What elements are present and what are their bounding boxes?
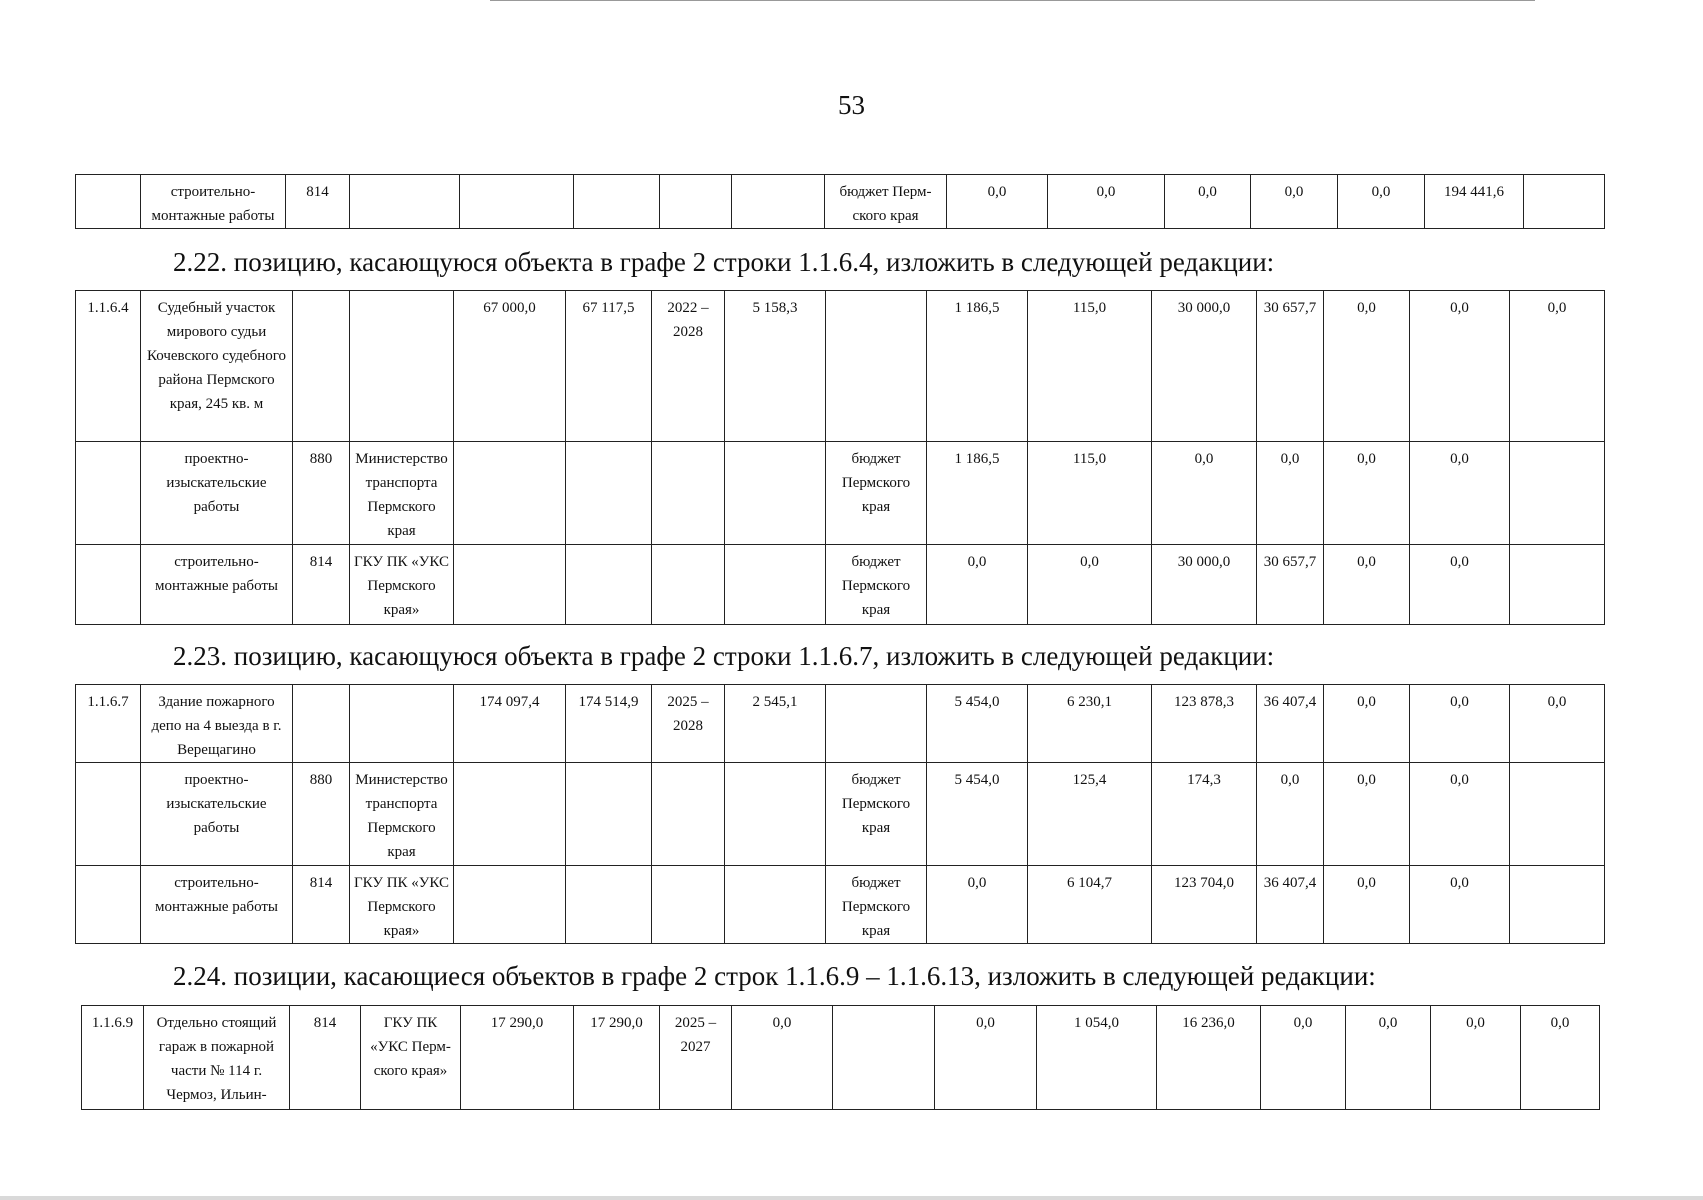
- table-cell: [454, 763, 566, 866]
- table-cell: [826, 291, 927, 442]
- table-cell: бюджет Пермского края: [826, 442, 927, 545]
- table-cell: бюджет Пермского края: [826, 545, 927, 625]
- table-cell: 0,0: [1324, 291, 1410, 442]
- table-cell: 17 290,0: [461, 1006, 574, 1110]
- table-cell: 2025 – 2027: [660, 1006, 732, 1110]
- table-cell: [454, 442, 566, 545]
- table-cell: 0,0: [1028, 545, 1152, 625]
- table-cell: [574, 175, 660, 229]
- table-cell: 0,0: [1324, 866, 1410, 944]
- table-cell: 880: [293, 442, 350, 545]
- table-cell: 0,0: [1338, 175, 1425, 229]
- table-cell: 67 117,5: [566, 291, 652, 442]
- table-cell: 0,0: [1410, 763, 1510, 866]
- table-cell: 36 407,4: [1257, 866, 1324, 944]
- table-cell: 814: [286, 175, 350, 229]
- table-cell: 0,0: [1410, 291, 1510, 442]
- table-cell: [454, 545, 566, 625]
- table-row: [82, 1006, 1600, 1110]
- table-cell: [76, 866, 141, 944]
- table-cell: 1.1.6.9: [82, 1006, 144, 1110]
- table-cell: [293, 685, 350, 763]
- table-cell: [652, 545, 725, 625]
- table-cell: [725, 545, 826, 625]
- table-cell: 0,0: [1410, 545, 1510, 625]
- heading-2-22: 2.22. позицию, касающуюся объекта в графе 2 строки 1.1.6.4, изложить в следующей редакции:: [173, 247, 1275, 277]
- table-cell: 2022 – 2028: [652, 291, 725, 442]
- table-cell: 6 230,1: [1028, 685, 1152, 763]
- table-1-1-6-9: [81, 1005, 1600, 1110]
- table-cell: 2 545,1: [725, 685, 826, 763]
- table-cell: 30 000,0: [1152, 291, 1257, 442]
- table-cell: строительно-монтажные работы: [141, 175, 286, 229]
- page-number: 53: [838, 90, 865, 120]
- table-cell: 125,4: [1028, 763, 1152, 866]
- table-cell: строительно-монтажные работы: [141, 866, 293, 944]
- table-cell: 1 186,5: [927, 291, 1028, 442]
- heading-2-24: 2.24. позиции, касающиеся объектов в графе 2 строк 1.1.6.9 – 1.1.6.13, изложить в следующей редакции:: [173, 961, 1376, 991]
- table-cell: 0,0: [1152, 442, 1257, 545]
- table-cell: Судебный участок мирового судьи Кочевского судебного района Пермского края, 245 кв. м: [141, 291, 293, 442]
- table-cell: 123 704,0: [1152, 866, 1257, 944]
- table-cell: проектно-изыскательские работы: [141, 442, 293, 545]
- table-cell: [566, 866, 652, 944]
- table-cell: [725, 866, 826, 944]
- table-cell: 174 097,4: [454, 685, 566, 763]
- table-row: [76, 763, 1605, 866]
- table-cell: [293, 291, 350, 442]
- table-cell: 0,0: [1521, 1006, 1600, 1110]
- table-cell: [76, 175, 141, 229]
- table-cell: Министерство транспорта Пермского края: [350, 763, 454, 866]
- table-cell: 1 186,5: [927, 442, 1028, 545]
- table-cell: 0,0: [1324, 685, 1410, 763]
- scan-edge-bottom: [0, 1196, 1703, 1200]
- table-cell: 0,0: [1257, 763, 1324, 866]
- table-cell: [732, 175, 825, 229]
- table-cell: [76, 442, 141, 545]
- table-cell: 0,0: [1431, 1006, 1521, 1110]
- table-cell: ГКУ ПК «УКС Пермского края»: [350, 545, 454, 625]
- table-cell: 16 236,0: [1157, 1006, 1261, 1110]
- table-cell: Отдельно стоящий гараж в пожарной части № 114 г. Чермоз, Ильин-: [144, 1006, 290, 1110]
- table-cell: бюджет Пермского края: [826, 866, 927, 944]
- table-cell: 0,0: [1410, 866, 1510, 944]
- scan-edge-top: [490, 0, 1535, 1]
- table-cell: 814: [293, 866, 350, 944]
- table-cell: 2025 – 2028: [652, 685, 725, 763]
- table-cell: [660, 175, 732, 229]
- table-cell: бюджет Пермского края: [826, 763, 927, 866]
- table-cell: 174,3: [1152, 763, 1257, 866]
- table-cell: [652, 442, 725, 545]
- table-cell: 0,0: [927, 866, 1028, 944]
- table-cell: 115,0: [1028, 291, 1152, 442]
- table-row: [76, 866, 1605, 944]
- table-cell: 0,0: [1324, 442, 1410, 545]
- table-cell: бюджет Перм-ского края: [825, 175, 947, 229]
- table-row: [76, 175, 1605, 229]
- table-cell: [725, 442, 826, 545]
- table-cell: Министерство транспорта Пермского края: [350, 442, 454, 545]
- table-cell: [350, 685, 454, 763]
- table-cell: [76, 545, 141, 625]
- table-cell: 0,0: [1251, 175, 1338, 229]
- table-cell: [76, 763, 141, 866]
- table-cell: 0,0: [1410, 442, 1510, 545]
- table-cell: [1510, 442, 1605, 545]
- table-cell: 0,0: [1324, 545, 1410, 625]
- table-cell: [725, 763, 826, 866]
- table-cell: 0,0: [1261, 1006, 1346, 1110]
- table-cell: 123 878,3: [1152, 685, 1257, 763]
- table-cell: [460, 175, 574, 229]
- table-1-1-6-4: [75, 290, 1605, 625]
- table-cell: Здание пожарного депо на 4 выезда в г. Верещагино: [141, 685, 293, 763]
- table-cell: 67 000,0: [454, 291, 566, 442]
- table-cell: [566, 763, 652, 866]
- table-cell: [566, 545, 652, 625]
- table-cell: 5 158,3: [725, 291, 826, 442]
- table-cell: [454, 866, 566, 944]
- table-cell: 1.1.6.7: [76, 685, 141, 763]
- table-cell: 0,0: [1048, 175, 1165, 229]
- table-cell: 30 657,7: [1257, 291, 1324, 442]
- table-cell: 0,0: [732, 1006, 833, 1110]
- table-cell: [350, 175, 460, 229]
- table-cell: ГКУ ПК «УКС Пермского края»: [350, 866, 454, 944]
- table-cell: 0,0: [1324, 763, 1410, 866]
- table-row: [76, 545, 1605, 625]
- table-cell: 0,0: [1346, 1006, 1431, 1110]
- table-cell: 0,0: [935, 1006, 1037, 1110]
- table-cell: 5 454,0: [927, 763, 1028, 866]
- table-cell: 0,0: [927, 545, 1028, 625]
- table-continuation: [75, 174, 1605, 229]
- table-cell: [1524, 175, 1605, 229]
- table-cell: 194 441,6: [1425, 175, 1524, 229]
- table-cell: 1 054,0: [1037, 1006, 1157, 1110]
- table-cell: строительно-монтажные работы: [141, 545, 293, 625]
- table-cell: 30 000,0: [1152, 545, 1257, 625]
- table-cell: 0,0: [1510, 685, 1605, 763]
- heading-2-23: 2.23. позицию, касающуюся объекта в графе 2 строки 1.1.6.7, изложить в следующей редакции:: [173, 641, 1275, 671]
- table-cell: 0,0: [1410, 685, 1510, 763]
- table-cell: [1510, 545, 1605, 625]
- table-cell: 814: [290, 1006, 361, 1110]
- table-cell: [826, 685, 927, 763]
- table-cell: 6 104,7: [1028, 866, 1152, 944]
- table-cell: [652, 763, 725, 866]
- table-row: [76, 291, 1605, 442]
- table-cell: 1.1.6.4: [76, 291, 141, 442]
- table-cell: 0,0: [1165, 175, 1251, 229]
- table-cell: проектно-изыскательские работы: [141, 763, 293, 866]
- table-cell: 115,0: [1028, 442, 1152, 545]
- table-cell: [652, 866, 725, 944]
- table-row: [76, 442, 1605, 545]
- table-cell: 814: [293, 545, 350, 625]
- table-cell: [833, 1006, 935, 1110]
- table-cell: ГКУ ПК «УКС Перм-ского края»: [361, 1006, 461, 1110]
- table-cell: 0,0: [1510, 291, 1605, 442]
- table-cell: 17 290,0: [574, 1006, 660, 1110]
- table-1-1-6-7: [75, 684, 1605, 944]
- table-cell: 36 407,4: [1257, 685, 1324, 763]
- table-row: [76, 685, 1605, 763]
- table-cell: 0,0: [947, 175, 1048, 229]
- table-cell: 30 657,7: [1257, 545, 1324, 625]
- table-cell: [566, 442, 652, 545]
- table-cell: 880: [293, 763, 350, 866]
- table-cell: 174 514,9: [566, 685, 652, 763]
- table-cell: [1510, 763, 1605, 866]
- table-cell: [1510, 866, 1605, 944]
- table-cell: [350, 291, 454, 442]
- table-cell: 5 454,0: [927, 685, 1028, 763]
- table-cell: 0,0: [1257, 442, 1324, 545]
